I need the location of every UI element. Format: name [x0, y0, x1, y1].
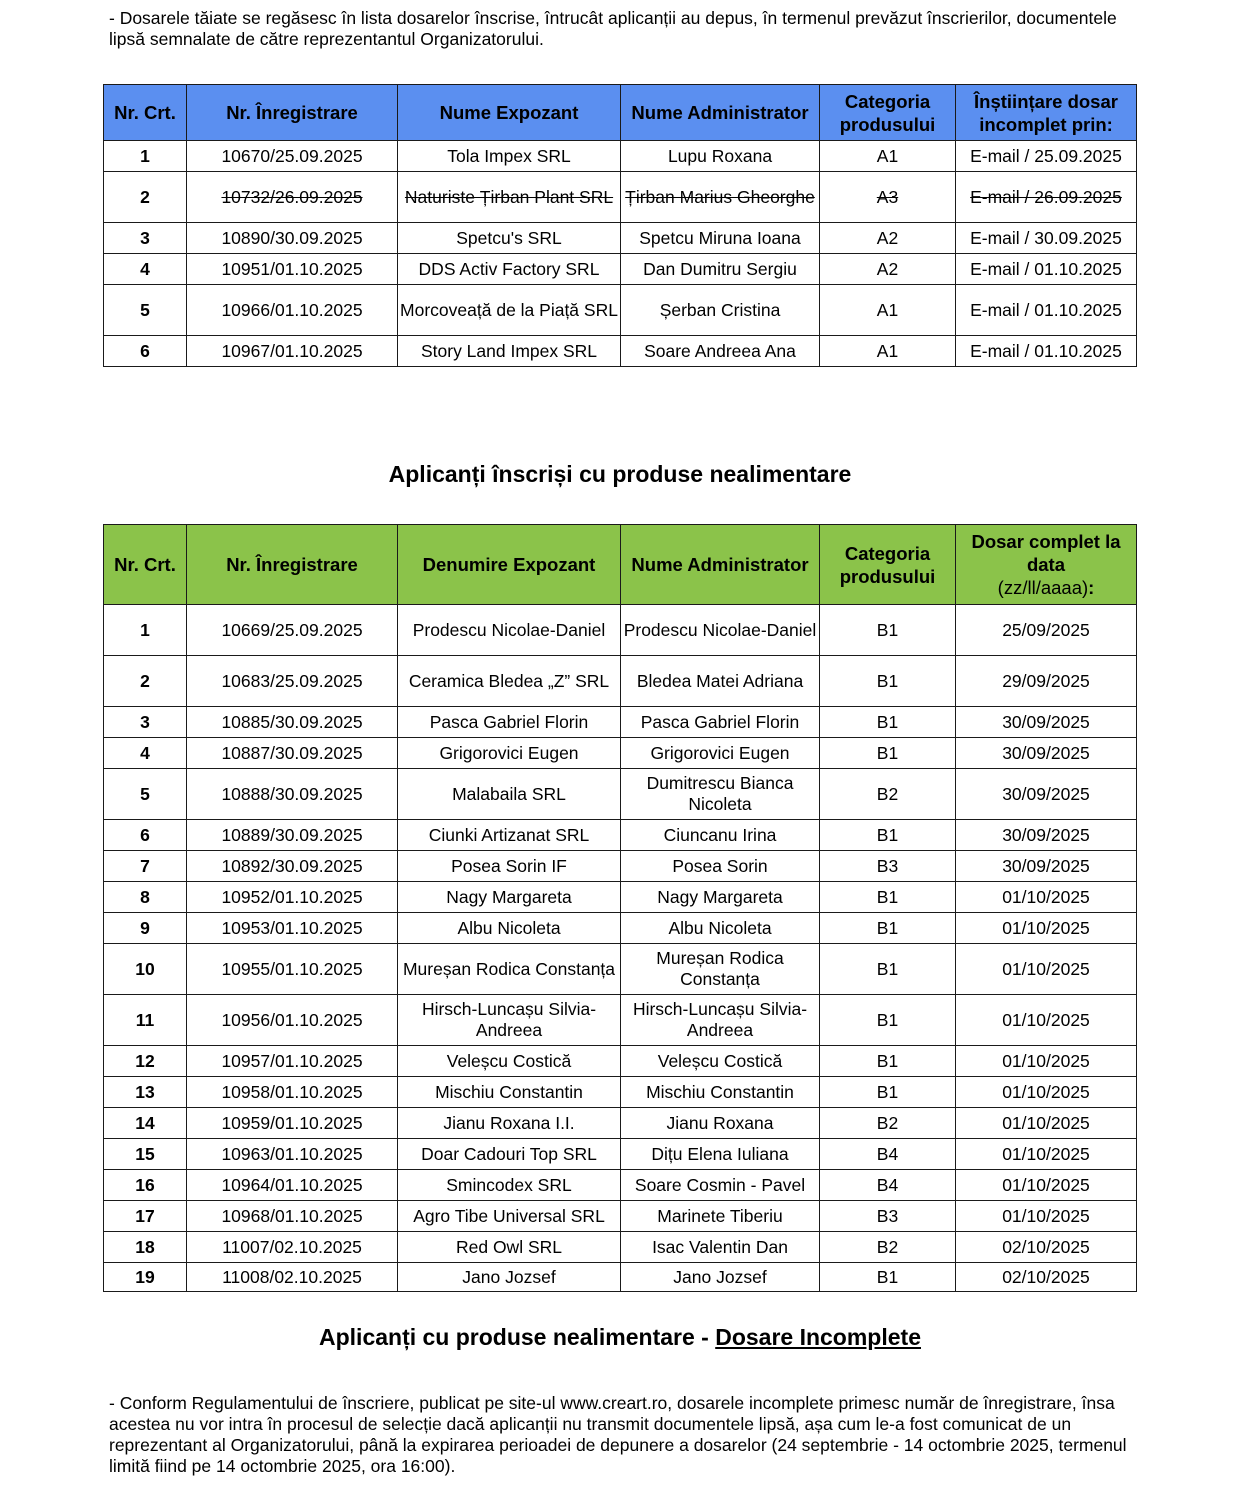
cell-category: B1 [820, 656, 956, 707]
cell-administrator: Albu Nicoleta [621, 913, 820, 944]
cell-exhibitor: Morcoveață de la Piață SRL [398, 285, 621, 336]
cell-administrator: Dan Dumitru Sergiu [621, 254, 820, 285]
cell-complete-date: 01/10/2025 [956, 1077, 1137, 1108]
cell-category: B1 [820, 1263, 956, 1292]
cell-nr: 4 [104, 738, 187, 769]
cell-administrator: Dumitrescu Bianca Nicoleta [621, 769, 820, 820]
table-row [104, 769, 1137, 820]
cell-category: B2 [820, 1232, 956, 1263]
cell-category: B1 [820, 605, 956, 656]
table-row [104, 605, 1137, 656]
cell-registration: 10966/01.10.2025 [187, 285, 398, 336]
table-row [104, 944, 1137, 995]
cell-administrator: Mischiu Constantin [621, 1077, 820, 1108]
cell-exhibitor: Story Land Impex SRL [398, 336, 621, 367]
cell-administrator: Țirban Marius Gheorghe [621, 172, 820, 223]
section-title-prefix: Aplicanți cu produse nealimentare - [319, 1324, 716, 1350]
cell-exhibitor: Doar Cadouri Top SRL [398, 1139, 621, 1170]
cell-category: A3 [820, 172, 956, 223]
cell-registration: 10959/01.10.2025 [187, 1108, 398, 1139]
closing-note: - Conform Regulamentului de înscriere, publicat pe site-ul www.creart.ro, dosarele incomplete primesc număr de înregistrare, însa acestea nu vor intra în procesul de selecție dacă aplicanții nu transmit documentele lipsă, așa cum le-a fost comunicat de un reprezentant al Organizatorului, până la expirarea perioadei de depunere a dosarelor (24 septembrie - 14 octombrie 2025, termenul limită fiind pe 14 octombrie 2025, ora 16:00). [109, 1393, 1127, 1476]
cell-exhibitor: Jianu Roxana I.I. [398, 1108, 621, 1139]
col-header-registration: Nr. Înregistrare [187, 525, 398, 605]
cell-category: B1 [820, 1046, 956, 1077]
cell-category: B1 [820, 995, 956, 1046]
cell-nr: 5 [104, 769, 187, 820]
date-format-colon: : [1088, 577, 1095, 598]
cell-complete-date: 30/09/2025 [956, 769, 1137, 820]
cell-category: B2 [820, 769, 956, 820]
cell-registration: 10888/30.09.2025 [187, 769, 398, 820]
cell-exhibitor: Mischiu Constantin [398, 1077, 621, 1108]
cell-exhibitor: Jano Jozsef [398, 1263, 621, 1292]
cell-notice: E-mail / 01.10.2025 [956, 254, 1137, 285]
table-row [104, 141, 1137, 172]
cell-administrator: Isac Valentin Dan [621, 1232, 820, 1263]
table-row [104, 882, 1137, 913]
cell-complete-date: 01/10/2025 [956, 913, 1137, 944]
cell-administrator: Dițu Elena Iuliana [621, 1139, 820, 1170]
cell-category: B1 [820, 944, 956, 995]
cell-complete-date: 01/10/2025 [956, 995, 1137, 1046]
cell-exhibitor: Posea Sorin IF [398, 851, 621, 882]
cell-nr: 10 [104, 944, 187, 995]
cell-administrator: Posea Sorin [621, 851, 820, 882]
cell-administrator: Nagy Margareta [621, 882, 820, 913]
cell-exhibitor: Ciunki Artizanat SRL [398, 820, 621, 851]
cell-nr: 16 [104, 1170, 187, 1201]
cell-category: A1 [820, 141, 956, 172]
cell-complete-date: 01/10/2025 [956, 1108, 1137, 1139]
cell-administrator: Soare Cosmin - Pavel [621, 1170, 820, 1201]
cell-category: B3 [820, 851, 956, 882]
col-header-category: Categoria produsului [820, 525, 956, 605]
cell-notice: E-mail / 01.10.2025 [956, 285, 1137, 336]
cell-administrator: Lupu Roxana [621, 141, 820, 172]
cell-category: B2 [820, 1108, 956, 1139]
cell-exhibitor: Spetcu's SRL [398, 223, 621, 254]
cell-registration: 10967/01.10.2025 [187, 336, 398, 367]
table-row [104, 995, 1137, 1046]
cell-notice: E-mail / 25.09.2025 [956, 141, 1137, 172]
table-row [104, 1232, 1137, 1263]
cell-complete-date: 25/09/2025 [956, 605, 1137, 656]
intro-note: - Dosarele tăiate se regăsesc în lista dosarelor înscrise, întrucât aplicanții au depus, în termenul prevăzut înscrierilor, documentele lipsă semnalate de către reprezentantul Organizatorului. [109, 8, 1117, 49]
cell-complete-date: 30/09/2025 [956, 738, 1137, 769]
cell-nr: 19 [104, 1263, 187, 1292]
cell-administrator: Șerban Cristina [621, 285, 820, 336]
cell-nr: 1 [104, 605, 187, 656]
col-header-complete-date-label: Dosar complet la data [971, 531, 1121, 575]
table-row [104, 1077, 1137, 1108]
cell-category: B1 [820, 738, 956, 769]
cell-category: B1 [820, 882, 956, 913]
cell-exhibitor: Grigorovici Eugen [398, 738, 621, 769]
table-row [104, 1201, 1137, 1232]
col-header-nr-crt: Nr. Crt. [104, 85, 187, 141]
cell-complete-date: 30/09/2025 [956, 707, 1137, 738]
table-row [104, 285, 1137, 336]
cell-nr: 2 [104, 656, 187, 707]
cell-exhibitor: Prodescu Nicolae-Daniel [398, 605, 621, 656]
table-row [104, 1263, 1137, 1292]
cell-notice: E-mail / 26.09.2025 [956, 172, 1137, 223]
table-row [104, 1046, 1137, 1077]
cell-complete-date: 02/10/2025 [956, 1263, 1137, 1292]
cell-category: B1 [820, 913, 956, 944]
cell-category: A2 [820, 223, 956, 254]
col-header-registration: Nr. Înregistrare [187, 85, 398, 141]
col-header-nr-crt: Nr. Crt. [104, 525, 187, 605]
cell-administrator: Prodescu Nicolae-Daniel [621, 605, 820, 656]
cell-exhibitor: Pasca Gabriel Florin [398, 707, 621, 738]
cell-nr: 17 [104, 1201, 187, 1232]
cell-exhibitor: Malabaila SRL [398, 769, 621, 820]
cell-administrator: Ciuncanu Irina [621, 820, 820, 851]
table-row [104, 1108, 1137, 1139]
cell-registration: 10732/26.09.2025 [187, 172, 398, 223]
cell-administrator: Veleșcu Costică [621, 1046, 820, 1077]
table-row [104, 254, 1137, 285]
section-title-nonfood: Aplicanți înscriși cu produse nealimentare [388, 461, 852, 487]
cell-nr: 9 [104, 913, 187, 944]
cell-exhibitor: Naturiste Țirban Plant SRL [398, 172, 621, 223]
cell-nr: 15 [104, 1139, 187, 1170]
cell-nr: 12 [104, 1046, 187, 1077]
cell-administrator: Spetcu Miruna Ioana [621, 223, 820, 254]
cell-nr: 18 [104, 1232, 187, 1263]
cell-nr: 11 [104, 995, 187, 1046]
cell-category: B4 [820, 1170, 956, 1201]
table-row [104, 913, 1137, 944]
cell-administrator: Mureșan Rodica Constanța [621, 944, 820, 995]
cell-registration: 10956/01.10.2025 [187, 995, 398, 1046]
col-header-complete-date [956, 525, 1137, 605]
cell-nr: 2 [104, 172, 187, 223]
cell-nr: 3 [104, 223, 187, 254]
cell-registration: 10958/01.10.2025 [187, 1077, 398, 1108]
cell-exhibitor: Tola Impex SRL [398, 141, 621, 172]
date-format-hint: (zz/ll/aaaa) [997, 577, 1089, 598]
cell-complete-date: 01/10/2025 [956, 1139, 1137, 1170]
table-row [104, 707, 1137, 738]
cell-complete-date: 01/10/2025 [956, 882, 1137, 913]
cell-registration: 10951/01.10.2025 [187, 254, 398, 285]
table-row [104, 656, 1137, 707]
cell-nr: 14 [104, 1108, 187, 1139]
col-header-exhibitor: Denumire Expozant [398, 525, 621, 605]
cell-exhibitor: DDS Activ Factory SRL [398, 254, 621, 285]
col-header-notice: Înștiințare dosar incomplet prin: [956, 85, 1137, 141]
cell-complete-date: 30/09/2025 [956, 851, 1137, 882]
cell-registration: 10670/25.09.2025 [187, 141, 398, 172]
cell-complete-date: 30/09/2025 [956, 820, 1137, 851]
cell-nr: 5 [104, 285, 187, 336]
cell-category: B4 [820, 1139, 956, 1170]
nonfood-applicants-table [103, 524, 1137, 1292]
cell-nr: 1 [104, 141, 187, 172]
cell-administrator: Bledea Matei Adriana [621, 656, 820, 707]
cell-complete-date: 01/10/2025 [956, 1201, 1137, 1232]
cell-exhibitor: Mureșan Rodica Constanța [398, 944, 621, 995]
cell-category: B3 [820, 1201, 956, 1232]
cell-registration: 11007/02.10.2025 [187, 1232, 398, 1263]
cell-nr: 4 [104, 254, 187, 285]
cell-notice: E-mail / 30.09.2025 [956, 223, 1137, 254]
cell-category: A2 [820, 254, 956, 285]
cell-exhibitor: Albu Nicoleta [398, 913, 621, 944]
cell-registration: 10890/30.09.2025 [187, 223, 398, 254]
cell-registration: 10887/30.09.2025 [187, 738, 398, 769]
cell-registration: 10963/01.10.2025 [187, 1139, 398, 1170]
cell-category: B1 [820, 1077, 956, 1108]
section-title-underlined: Dosare Incomplete [715, 1324, 921, 1350]
cell-exhibitor: Veleșcu Costică [398, 1046, 621, 1077]
cell-registration: 10952/01.10.2025 [187, 882, 398, 913]
cell-registration: 10957/01.10.2025 [187, 1046, 398, 1077]
cell-complete-date: 01/10/2025 [956, 1046, 1137, 1077]
cell-administrator: Hirsch-Luncașu Silvia-Andreea [621, 995, 820, 1046]
table-row [104, 851, 1137, 882]
incomplete-food-table [103, 84, 1137, 367]
cell-registration: 10968/01.10.2025 [187, 1201, 398, 1232]
col-header-administrator: Nume Administrator [621, 525, 820, 605]
table-row [104, 1139, 1137, 1170]
cell-registration: 10953/01.10.2025 [187, 913, 398, 944]
cell-complete-date: 01/10/2025 [956, 1170, 1137, 1201]
cell-registration: 10955/01.10.2025 [187, 944, 398, 995]
table-header-row [104, 85, 1137, 141]
cell-nr: 6 [104, 336, 187, 367]
table-row [104, 738, 1137, 769]
cell-category: A1 [820, 336, 956, 367]
col-header-administrator: Nume Administrator [621, 85, 820, 141]
cell-registration: 10892/30.09.2025 [187, 851, 398, 882]
table-row [104, 336, 1137, 367]
cell-exhibitor: Smincodex SRL [398, 1170, 621, 1201]
table-header-row [104, 525, 1137, 605]
cell-category: B1 [820, 707, 956, 738]
cell-exhibitor: Agro Tibe Universal SRL [398, 1201, 621, 1232]
cell-nr: 7 [104, 851, 187, 882]
cell-administrator: Soare Andreea Ana [621, 336, 820, 367]
cell-administrator: Grigorovici Eugen [621, 738, 820, 769]
table-row [104, 1170, 1137, 1201]
cell-administrator: Pasca Gabriel Florin [621, 707, 820, 738]
cell-registration: 10683/25.09.2025 [187, 656, 398, 707]
cell-exhibitor: Red Owl SRL [398, 1232, 621, 1263]
cell-registration: 10889/30.09.2025 [187, 820, 398, 851]
col-header-exhibitor: Nume Expozant [398, 85, 621, 141]
cell-complete-date: 01/10/2025 [956, 944, 1137, 995]
cell-category: A1 [820, 285, 956, 336]
cell-exhibitor: Nagy Margareta [398, 882, 621, 913]
cell-administrator: Jianu Roxana [621, 1108, 820, 1139]
cell-registration: 10885/30.09.2025 [187, 707, 398, 738]
cell-nr: 8 [104, 882, 187, 913]
table-row [104, 223, 1137, 254]
cell-registration: 11008/02.10.2025 [187, 1263, 398, 1292]
table-row [104, 172, 1137, 223]
cell-complete-date: 02/10/2025 [956, 1232, 1137, 1263]
col-header-category: Categoria produsului [820, 85, 956, 141]
table-row [104, 820, 1137, 851]
cell-administrator: Marinete Tiberiu [621, 1201, 820, 1232]
cell-nr: 3 [104, 707, 187, 738]
cell-registration: 10669/25.09.2025 [187, 605, 398, 656]
cell-nr: 13 [104, 1077, 187, 1108]
cell-exhibitor: Hirsch-Luncașu Silvia-Andreea [398, 995, 621, 1046]
cell-category: B1 [820, 820, 956, 851]
cell-complete-date: 29/09/2025 [956, 656, 1137, 707]
cell-nr: 6 [104, 820, 187, 851]
cell-exhibitor: Ceramica Bledea „Z” SRL [398, 656, 621, 707]
cell-notice: E-mail / 01.10.2025 [956, 336, 1137, 367]
section-title-incomplete-nonfood [0, 1324, 1240, 1351]
cell-registration: 10964/01.10.2025 [187, 1170, 398, 1201]
cell-administrator: Jano Jozsef [621, 1263, 820, 1292]
